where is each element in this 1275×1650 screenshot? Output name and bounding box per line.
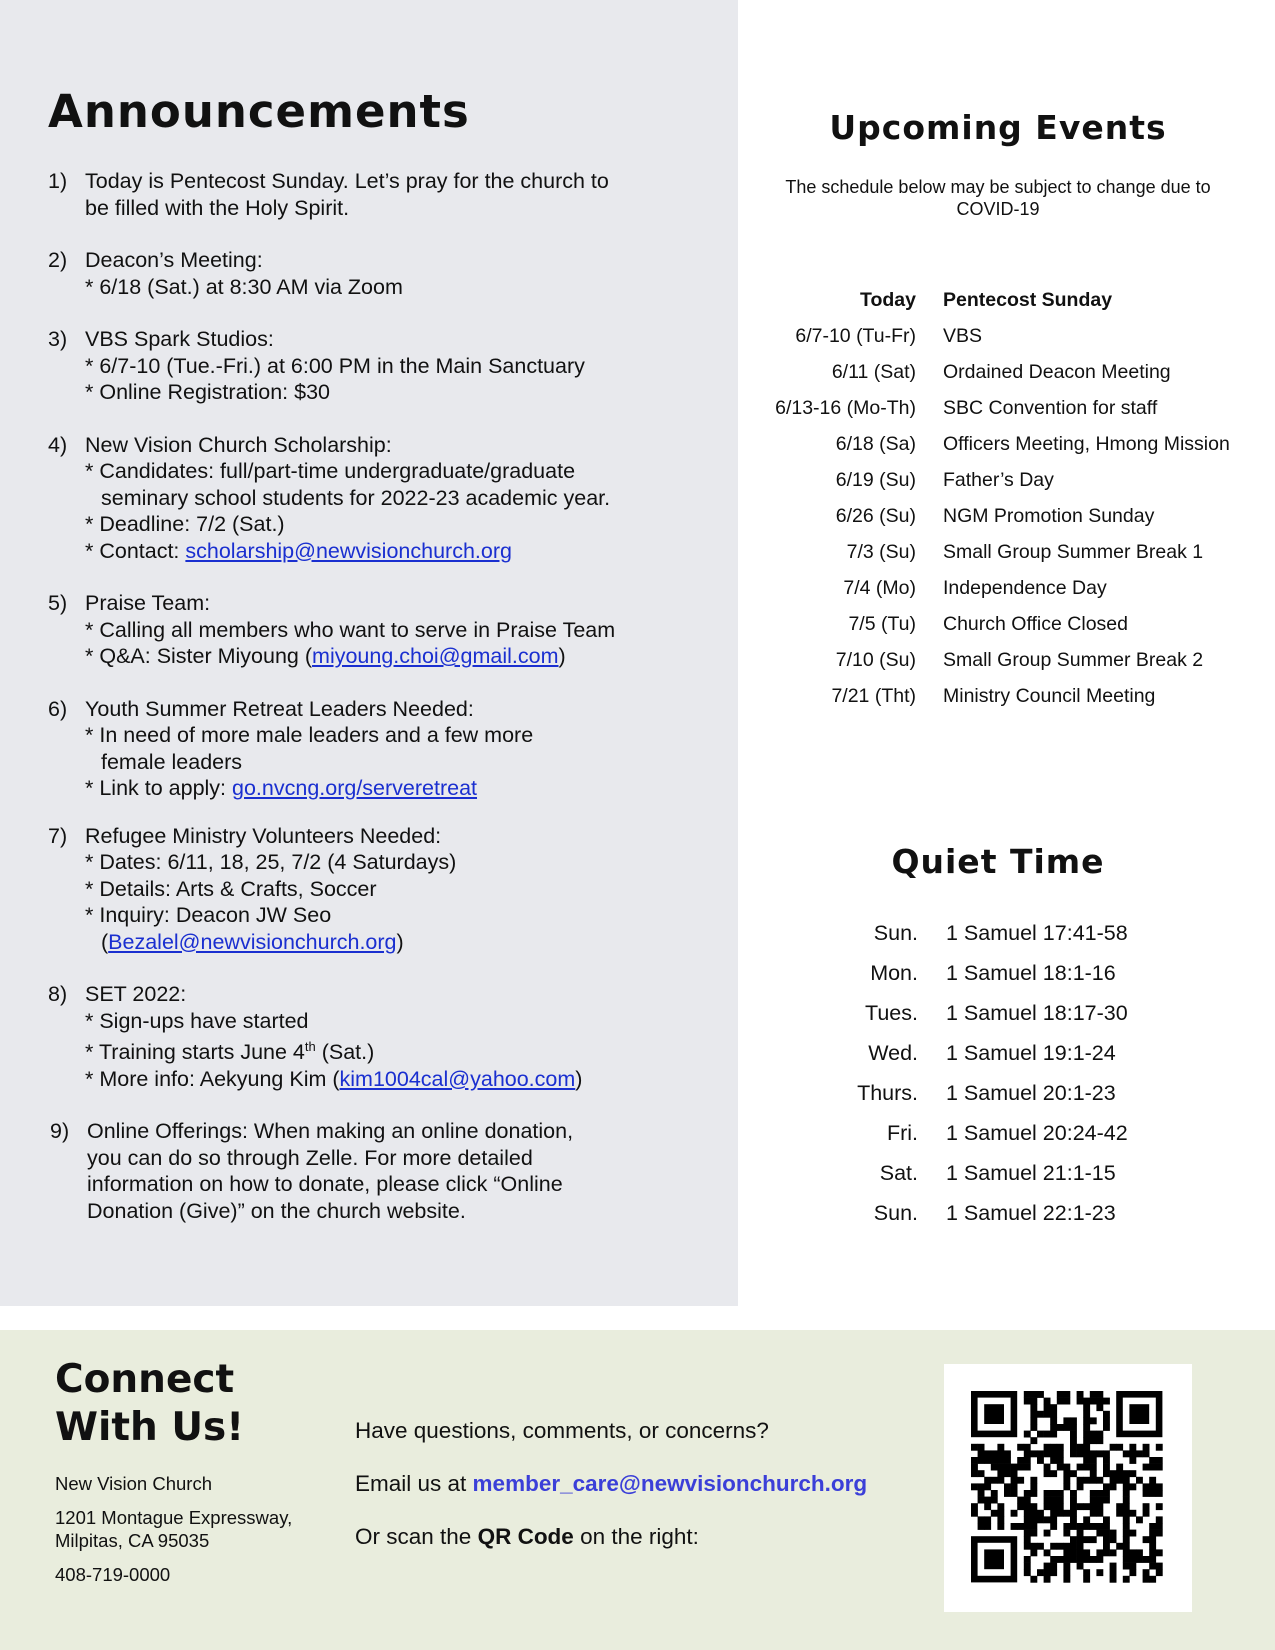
event-row [738,538,1275,574]
event-date: Today [860,289,916,311]
qa-suffix: ) [558,644,566,668]
event-name: Pentecost Sunday [943,289,1113,311]
event-date: 6/13-16 (Mo-Th) [775,397,916,419]
event-row [738,286,1275,322]
announcements-panel [0,0,738,1306]
quiet-time-day: Mon. [870,961,918,985]
qr-code-label: QR Code [477,1524,574,1549]
event-row [738,502,1275,538]
announcement-item [48,590,708,670]
item-text: be filled with the Holy Spirit. [85,195,350,220]
item-heading: VBS Spark Studios: [85,327,274,351]
scripture-reference: 1 Samuel 17:41-58 [946,921,1128,945]
address-line: Milpitas, CA 95035 [55,1530,210,1551]
quiet-time-day: Sun. [873,1201,918,1225]
item-detail: * Calling all members who want to serve in Praise Team [85,617,616,642]
event-row [738,394,1275,430]
announcements-title: Announcements [48,85,470,138]
address-line: 1201 Montague Expressway, [55,1507,293,1528]
item-detail: * 6/7-10 (Tue.-Fri.) at 6:00 PM in the Main Sanctuary [85,353,585,378]
announcement-item [48,823,708,956]
event-name: Father’s Day [943,469,1054,491]
item-heading: Deacon’s Meeting: [85,248,263,272]
item-detail: * Details: Arts & Crafts, Soccer [85,876,377,901]
event-date: 6/11 (Sat) [831,361,916,383]
scan-label: Or scan the [355,1524,478,1549]
item-detail: female leaders [101,749,243,774]
event-date: 7/10 (Su) [835,649,916,671]
event-date: 7/3 (Su) [846,541,916,563]
event-row [738,610,1275,646]
event-row [738,646,1275,682]
item-number: 6) [48,696,68,721]
church-name: New Vision Church [55,1473,212,1494]
quiet-time-row [738,958,1275,998]
item-detail: * Inquiry: Deacon JW Seo [85,903,332,927]
training-text: * Training starts June 4 [85,1040,305,1065]
quiet-time-row [738,1158,1275,1198]
scripture-reference: 1 Samuel 20:1-23 [946,1081,1116,1105]
item-number: 9) [50,1119,70,1144]
event-name: VBS [943,325,983,347]
item-detail [85,1034,708,1066]
announcement-item [48,1118,708,1224]
event-name: Small Group Summer Break 1 [943,541,1204,563]
event-date: 7/4 (Mo) [843,577,916,599]
email-line [355,1469,867,1522]
announcement-item [48,981,708,1092]
announcement-item [48,326,708,406]
announcement-item [48,168,708,221]
item-heading: SET 2022: [85,982,187,1006]
item-number: 2) [48,248,68,272]
item-detail [85,929,708,956]
announcement-item [48,247,708,300]
event-date: 7/21 (Tht) [831,685,916,707]
event-name: Officers Meeting, Hmong Mission [943,433,1230,455]
item-detail: * Sign-ups have started [85,1008,309,1033]
quiet-time-row [738,998,1275,1038]
scripture-reference: 1 Samuel 22:1-23 [946,1201,1116,1225]
quiet-time-day: Wed. [868,1041,918,1065]
event-row [738,430,1275,466]
item-text: information on how to donate, please click “Online [87,1172,563,1197]
quiet-time-row [738,1198,1275,1238]
quiet-time-row [738,1038,1275,1078]
quiet-time-table [738,918,1275,1238]
announcement-item [48,696,708,802]
miyoung-email-link[interactable]: miyoung.choi@gmail.com [312,644,559,668]
item-text: Today is Pentecost Sunday. Let’s pray for the church to [85,169,609,193]
scan-suffix: on the right: [573,1524,699,1549]
item-detail: * Candidates: full/part-time undergraduate/graduate [85,459,576,483]
scripture-reference: 1 Samuel 18:1-16 [946,961,1116,985]
item-heading: New Vision Church Scholarship: [85,432,392,457]
connect-title [55,1356,244,1452]
item-heading: Youth Summer Retreat Leaders Needed: [85,696,474,721]
scripture-reference: 1 Samuel 19:1-24 [946,1041,1116,1065]
event-date: 6/26 (Su) [835,505,916,527]
event-name: SBC Convention for staff [943,397,1158,419]
connect-title-line: Connect [55,1357,235,1402]
event-name: NGM Promotion Sunday [943,505,1155,527]
event-name: Independence Day [943,577,1107,599]
member-care-email-link[interactable]: member_care@newvisionchurch.org [472,1471,868,1496]
quiet-time-day: Sun. [873,921,918,945]
item-number: 7) [48,823,68,848]
scripture-reference: 1 Samuel 20:24-42 [946,1121,1128,1145]
email-label: Email us at [355,1471,473,1496]
qa-label: * Q&A: Sister Miyoung ( [85,644,313,668]
event-date: 6/18 (Sa) [835,433,916,455]
item-detail [85,538,708,565]
scripture-reference: 1 Samuel 21:1-15 [946,1161,1116,1185]
event-row [738,358,1275,394]
info-suffix: ) [575,1066,583,1091]
item-heading: Praise Team: [85,591,211,615]
event-date: 7/5 (Tu) [848,613,916,635]
connect-title-line: With Us! [55,1405,245,1450]
item-text: Donation (Give)” on the church website. [87,1198,466,1223]
quiet-time-title: Quiet Time [891,842,1105,881]
quiet-time-row [738,1118,1275,1158]
item-text: Online Offerings: When making an online donation, [87,1119,574,1144]
item-detail [85,775,708,802]
item-detail: seminary school students for 2022-23 academic year. [101,485,611,510]
qr-code-icon [944,1364,1192,1612]
event-row [738,574,1275,610]
phone-number: 408-719-0000 [55,1564,171,1585]
footer-message [355,1416,867,1575]
item-number: 8) [48,982,68,1006]
event-name: Ministry Council Meeting [943,685,1156,707]
serve-retreat-link[interactable]: go.nvcng.org/serveretreat [232,776,478,800]
quiet-time-row [738,918,1275,958]
event-row [738,322,1275,358]
item-number: 5) [48,591,68,615]
event-row [738,682,1275,718]
link-label: * Link to apply: [85,776,233,800]
question-text: Have questions, comments, or concerns? [355,1418,769,1443]
training-day: (Sat.) [315,1040,375,1065]
ordinal-suffix: th [304,1039,316,1054]
item-detail: * In need of more male leaders and a few more [85,723,534,747]
event-name: Church Office Closed [943,613,1128,635]
connect-footer [0,1330,1275,1650]
scholarship-email-link[interactable]: scholarship@newvisionchurch.org [185,538,512,563]
bezalel-email-link[interactable]: Bezalel@newvisionchurch.org [108,929,397,954]
item-number: 4) [48,432,68,457]
event-date: 6/7-10 (Tu-Fr) [795,325,916,347]
schedule-note: The schedule below may be subject to change due to COVID-19 [785,177,1211,219]
event-date: 6/19 (Su) [835,469,916,491]
item-detail: * 6/18 (Sat.) at 8:30 AM via Zoom [85,274,403,299]
paren-close: ) [396,929,404,954]
aekyung-email-link[interactable]: kim1004cal@yahoo.com [339,1066,576,1091]
announcement-item [48,432,708,565]
item-detail: * Dates: 6/11, 18, 25, 7/2 (4 Saturdays) [85,850,457,874]
item-text: you can do so through Zelle. For more detailed [87,1145,533,1170]
event-name: Small Group Summer Break 2 [943,649,1204,671]
item-detail [85,1066,708,1093]
quiet-time-day: Tues. [865,1001,918,1025]
item-number: 3) [48,327,68,351]
qr-code[interactable] [944,1364,1192,1612]
right-column [738,0,1275,1306]
item-heading: Refugee Ministry Volunteers Needed: [85,823,442,848]
item-detail: * Deadline: 7/2 (Sat.) [85,512,285,536]
events-table [738,286,1275,718]
quiet-time-row [738,1078,1275,1118]
item-detail [85,643,708,670]
item-number: 1) [48,169,68,193]
scan-line [355,1522,867,1575]
item-detail: * Online Registration: $30 [85,380,331,404]
info-label: * More info: Aekyung Kim ( [85,1066,340,1091]
scripture-reference: 1 Samuel 18:17-30 [946,1001,1128,1025]
paren-open: ( [101,929,109,954]
event-row [738,466,1275,502]
quiet-time-day: Fri. [886,1121,918,1145]
event-name: Ordained Deacon Meeting [943,361,1171,383]
upcoming-events-title: Upcoming Events [829,108,1167,147]
quiet-time-day: Sat. [879,1161,918,1185]
contact-label: * Contact: [85,538,186,563]
quiet-time-day: Thurs. [857,1081,918,1105]
